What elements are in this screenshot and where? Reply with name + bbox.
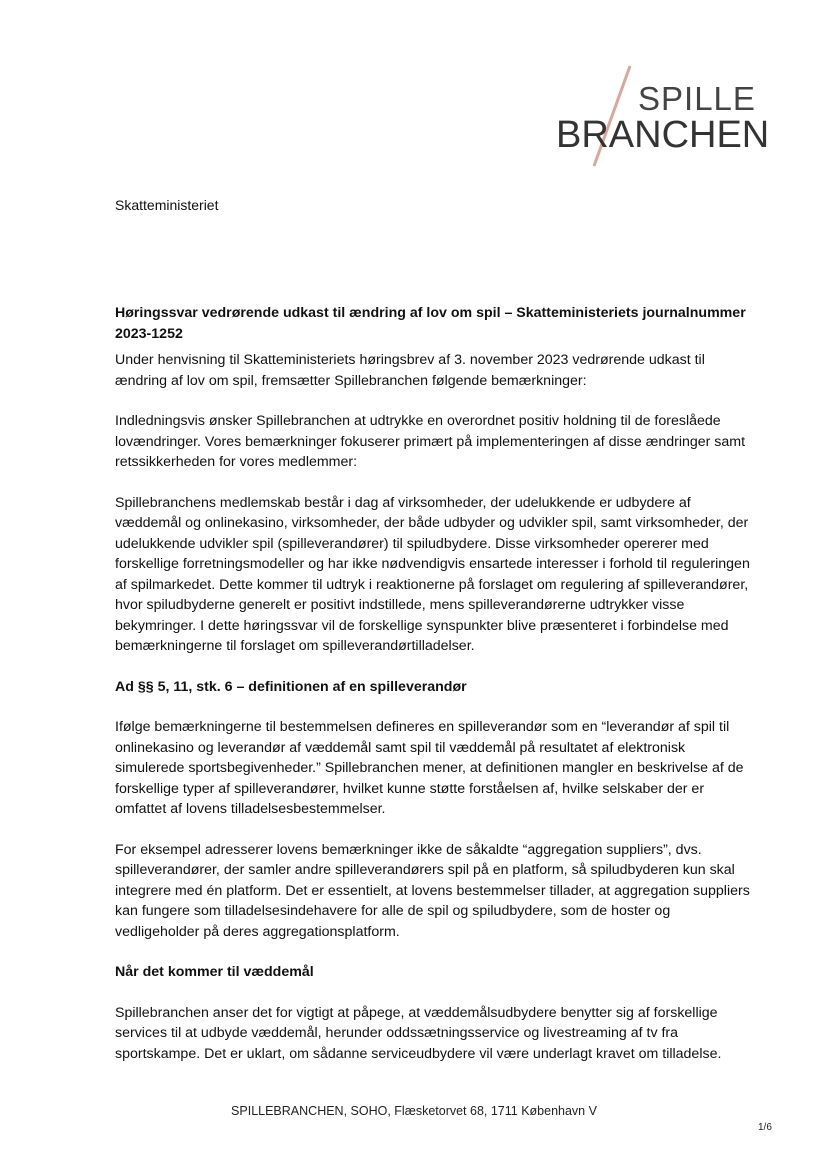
section-heading-definition: Ad §§ 5, 11, stk. 6 – definitionen af en spilleverandør [115, 678, 467, 695]
document-title: Høringssvar vedrørende udkast til ændring af lov om spil – Skatteministeriets journalnummer 2023-1252 [115, 305, 746, 342]
paragraph-6: Spillebranchen anser det for vigtigt at påpege, at væddemålsudbydere benytter sig af forskellige services til at udbyde væddemål, herunder oddssætningsservice og livestreaming af tv fra sportskampe. Det er uklart, om sådanne serviceudbydere vil være underlagt kravet om tilladelse. [115, 1004, 722, 1062]
paragraph-1: Under henvisning til Skatteministeriets høringsbrev af 3. november 2023 vedrørende udkast til ændring af lov om spil, fremsætter Spillebranchen følgende bemærkninger: [115, 352, 705, 389]
paragraph-3: Spillebranchens medlemskab består i dag af virksomheder, der udelukkende er udbydere af væddemål og onlinekasino, virksomheder, der både udbyder og udvikler spil, samt virksomheder, der udelukkende udvikler spil (spilleverandører) til spiludbydere. Disse virksomheder opererer med forskellige forretningsmodeller og har ikke nødvendigvis ensartede interesser i forhold til reguleringen af spilmarkedet. Dette kommer til udtryk i reaktionerne på forslaget om regulering af spilleverandører, hvor spiludbyderne generelt er positivt indstillede, mens spilleverandørerne udtrykker visse bekymringer. I dette høringssvar vil de forskellige synspunkter blive præsenteret i forbindelse med bemærkningerne til forslaget om spilleverandørtilladelser. [115, 494, 750, 654]
page-number: 1/6 [758, 1122, 772, 1133]
paragraph-2: Indledningsvis ønsker Spillebranchen at udtrykke en overordnet positiv holdning til de foreslåede lovændringer. Vores bemærkninger fokuserer primært på implementeringen af disse ændringer samt retssikkerheden for vores medlemmer: [115, 413, 746, 470]
document-body [115, 303, 755, 1064]
paragraph-4: Ifølge bemærkningerne til bestemmelsen defineres en spilleverandør som en “leverandør af spil til onlinekasino og leverandør af væddemål samt spil til væddemål på resultatet af elektronisk simulerede sportsbegivenheder.” Spillebranchen mener, at definitionen mangler en beskrivelse af de forskellige typer af spilleverandører, hvilket kunne støtte forståelsen af, hvilke selskaber der er omfattet af lovens tilladelsesbestemmelser. [115, 719, 744, 817]
footer-address: SPILLEBRANCHEN, SOHO, Flæsketorvet 68, 1711 København V [231, 1104, 597, 1118]
section-heading-betting: Når det kommer til væddemål [115, 964, 314, 980]
logo-text-branchen: BRANCHEN [556, 114, 770, 156]
paragraph-5: For eksempel adresserer lovens bemærkninger ikke de såkaldte “aggregation suppliers”, dvs. spilleverandører, der samler andre spilleverandørers spil på en platform, så spiludbyderen kun skal integrere med én platform. Det er essentielt, at lovens bestemmelser tillader, at aggregation suppliers kan fungere som tilladelsesindehavere for alle de spil og spiludbydere, som de hoster og vedligeholder på deres aggregationsplatform. [115, 841, 750, 940]
logo-text-spille: SPILLE [638, 80, 756, 117]
recipient: Skatteministeriet [115, 197, 219, 213]
logo [554, 62, 770, 170]
